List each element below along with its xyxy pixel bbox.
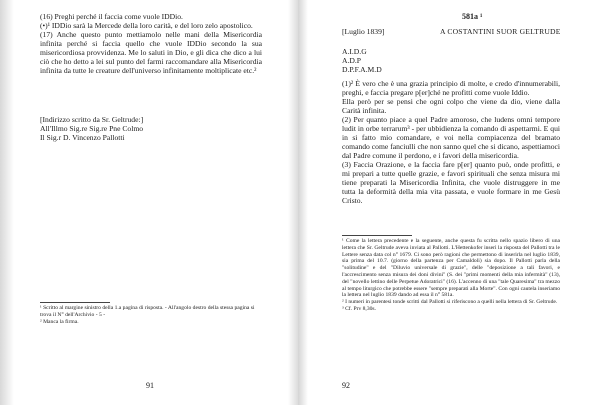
address-line: [Indirizzo scritto da Sr. Geltrude:] [40,115,144,124]
gutter-shadow [298,0,308,405]
page-number: 92 [342,381,350,390]
letter-number: 581a ¹ [462,12,483,21]
paragraph: Ella però per se pensi che ogni colpo che viene da dio, viene dalla Carità infinita. [342,97,560,115]
letter-date: [Luglio 1839] [342,27,385,36]
right-letter-body [342,79,560,205]
invocation-line: A.I.D.G [342,47,367,56]
footnote-rule [40,302,110,303]
paragraph: (16) Preghi perché il faccia come vuole IDDio. [40,12,183,21]
left-letter-body [40,12,262,75]
invocation-block [342,47,382,74]
footnote: ¹ Scritto al margine sinistro della 1.a pagina di risposta. - All'angolo destro della stessa pagina si trova il N° dell'Archivio - 5 - [40,305,255,318]
paragraph: (3) Faccia Orazione, e la faccia fare p[er] quanto può, onde profitti, e mi prepari a tutte quelle grazie, e favori spirituali che senza misura mi tiene preparati la Misericordia Infinita, che vuole distruggere in me tutta la deformità della mia vita passata, e vuole formare in me Gesù Cristo. [342,160,560,205]
letter-recipient: A COSTANTINI SUOR GELTRUDE [440,27,561,36]
gutter-shadow [288,0,298,405]
paragraph: (2) Per quanto piace a quel Padre amoroso, che ludens omni tempore ludit in orbe terrarum³ - per ubbidienza la comando di aspettarmi. E qui in si fatto mio comandare, e voi nella compiacenza del bramato comando come fanciulli che non sanno quel che si dicano, aspettiamoci dal Padre comune il perdono, e i favori della misericordia. [342,115,560,160]
invocation-line: A.D.P [342,56,361,65]
paragraph: (1)² È vero che è una grazia principio di molte, e credo d'innumerabili, preghi, e faccia pregare p[er]ché ne profitti come vuole Iddio. [342,79,560,97]
footnote: ² I numeri in parentesi tonde scritti dal Pallotti si riferiscono a quelli nella lettera di Sr. Geltrude. [342,299,558,306]
invocation-line: D.P.F.A.M.D [342,65,382,74]
right-page [298,0,596,405]
address-line: Il Sig.r D. Vincenzo Pallotti [40,133,125,142]
page-edge-shadow [0,0,14,405]
paragraph: (•)¹ IDDio sarà la Mercede della loro carità, e del loro zelo apostolico. [40,21,253,30]
address-line: All'Illmo Sig.re Sig.re Pne Colmo [40,124,144,133]
page-number: 91 [146,381,154,390]
footnote-rule [342,235,412,236]
left-footnotes [40,305,262,325]
paragraph: (17) Anche questo punto mettiamolo nelle mani della Misericordia infinita perché si faccia quello che vuole IDDio secondo la sua misericordiosa provvidenza. Me lo saluti in Dio, e gli dica che dico a lui ciò che ho detto a lei sul punto del farmi raccomandare alla Misericordia infinita da tutte le creature dell'universo infinitamente moltiplicate etc.² [40,30,262,75]
footnote: ² Manca la firma. [40,318,79,325]
footnote: ³ Cf. Prv 8,30s. [342,305,376,312]
footnote: ¹ Come la lettera precedente e la seguente, anche questa fu scritta nello spazio libero di una lettera che Sr. Geltrude aveva inviata al Pallotti. L'Hettenkofer inserì la risposta del Pallotti tra le Lettere senza data col n° 1679. Ci sono però ragioni che permettono di inserirla nel luglio 1839, sia prima del 10.7. (giorno della partenza per Camaldoli) sia dopo. Il Pallotti parla della "solitudine" e del "Diluvio universale di grazie", delle "deposizione a tali favori, e l'accrescimento senza misura dei doni divini" (S. dei "primi momenti della mia infermità" (13), del "novello lettino delle Perpetue Adoratrici" (16). L'accenno di una "tale Quaresima" tra mezzo al tempo liturgico che potrebbe essere "sempre preparati alla Morte". Con ogni cautela inseriamo la lettera nel luglio 1839 dando ad essa il n° 581a. [342,238,560,299]
right-footnotes [342,238,560,313]
address-block [40,115,262,142]
